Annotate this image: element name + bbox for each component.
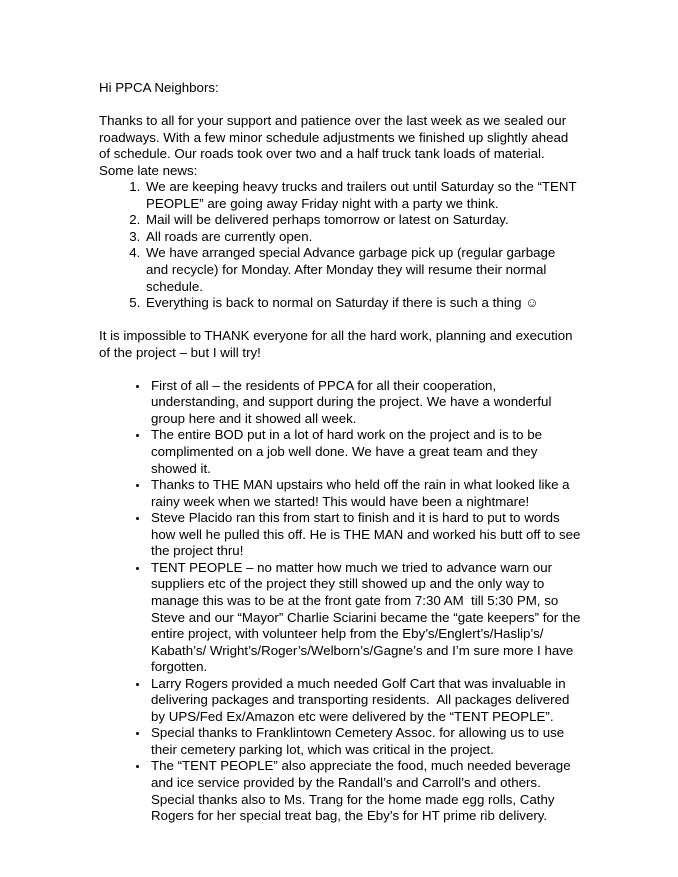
list-item: • Larry Rogers provided a much needed Golf Cart that was invaluable in delivering packages and transporting residents. All packages delivered by UPS/Fed Ex/Amazon etc were delivered by the “TENT PEOPLE”.	[149, 676, 581, 726]
intro-paragraph: Thanks to all for your support and patience over the last week as we sealed our roadways. With a few minor schedule adjustments we finished up slightly ahead of schedule. Our roads took over two and a half truck tank loads of material. Some late news:	[99, 113, 573, 178]
list-item: 1. We are keeping heavy trucks and trailers out until Saturday so the “TENT PEOPLE” are going away Friday night with a party we think.	[144, 179, 581, 212]
bullet-list	[99, 377, 585, 825]
list-item: • First of all – the residents of PPCA for all their cooperation, understanding, and support during the project. We have a wonderful group here and it showed all week.	[149, 378, 581, 428]
list-item: • TENT PEOPLE – no matter how much we tried to advance warn our suppliers etc of the project they still showed up and the only way to manage this was to be at the front gate from 7:30 AM till 5:30 PM, so Steve and our “Mayor” Charlie Sciarini became the “gate keepers” for the entire project, with volunteer help from the Eby’s/Englert’s/Haslip’s/ Kabath’s/ Wright’s/Roger’s/Welborn’s/Gagne’s and I’m sure more I have forgotten.	[149, 560, 581, 676]
list-item: • Special thanks to Franklintown Cemetery Assoc. for allowing us to use their cemetery parking lot, which was critical in the project.	[149, 725, 581, 758]
spacer	[99, 97, 581, 114]
list-item: 3. All roads are currently open.	[144, 229, 581, 246]
list-item: • Thanks to THE MAN upstairs who held off the rain in what looked like a rainy week when we started! This would have been a nightmare!	[149, 477, 581, 510]
list-item: • The entire BOD put in a lot of hard work on the project and is to be complimented on a job well done. We have a great team and they showed it.	[149, 427, 581, 477]
spacer	[99, 361, 581, 378]
numbered-list	[99, 179, 581, 311]
list-item: • Steve Placido ran this from start to finish and it is hard to put to words how well he pulled this off. He is THE MAN and worked his butt off to see the project thru!	[149, 510, 581, 560]
thanks-paragraph: It is impossible to THANK everyone for all the hard work, planning and execution of the project – but I will try!	[99, 328, 577, 360]
list-item: 2. Mail will be delivered perhaps tomorrow or latest on Saturday.	[144, 212, 581, 229]
list-item: 4. We have arranged special Advance garbage pick up (regular garbage and recycle) for Monday. After Monday they will resume their normal schedule.	[144, 245, 581, 295]
list-item: 5. Everything is back to normal on Saturday if there is such a thing ☺	[144, 295, 581, 312]
spacer	[99, 312, 581, 329]
greeting: Hi PPCA Neighbors:	[99, 80, 219, 95]
list-item: • The “TENT PEOPLE” also appreciate the food, much needed beverage and ice service provided by the Randall’s and Carroll’s and others. Special thanks also to Ms. Trang for the home made egg rolls, Cathy Rogers for her special treat bag, the Eby’s for HT prime rib delivery.	[149, 758, 581, 824]
